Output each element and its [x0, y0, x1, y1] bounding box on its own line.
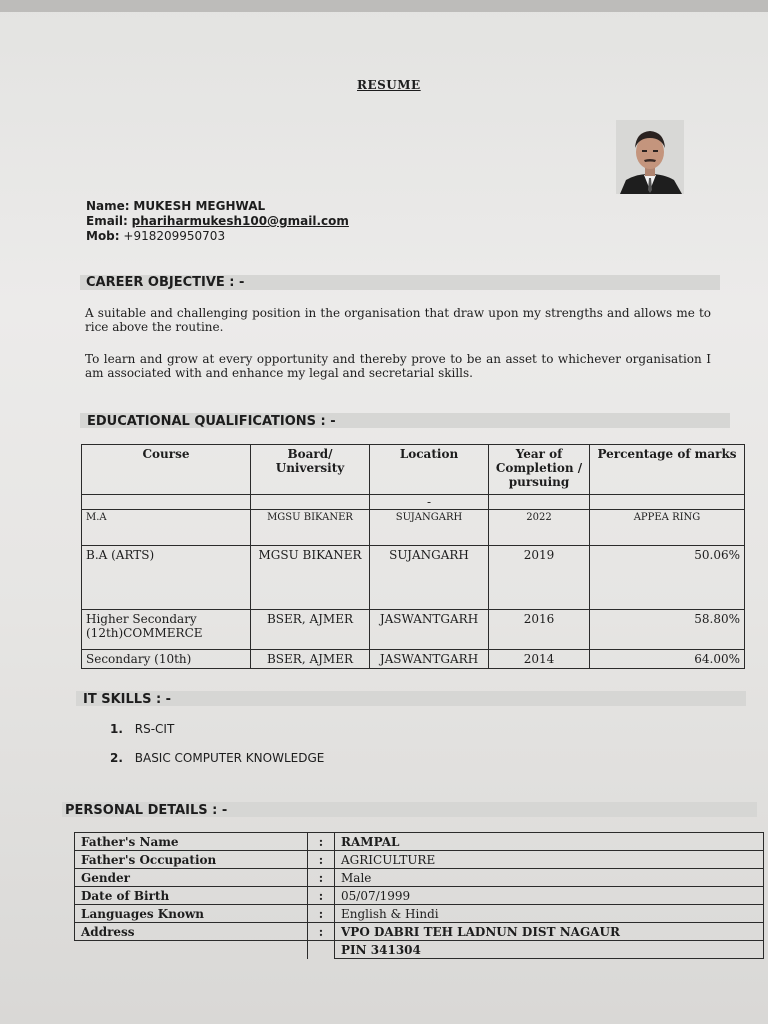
skill-label: BASIC COMPUTER KNOWLEDGE [134, 751, 325, 765]
table-row [75, 851, 764, 869]
career-objective-para-2: To learn and grow at every opportunity and thereby prove to be an asset to whichever organisation I am associated with and enhance my legal and secretarial skills. [85, 352, 711, 380]
location-cell: JASWANTGARH [370, 610, 489, 650]
board-cell: BSER, AJMER [251, 610, 370, 650]
personal-heading: PERSONAL DETAILS : - [65, 803, 228, 818]
skill-number: 1. [110, 722, 123, 736]
candidate-name: MUKESH MEGHWAL [133, 199, 266, 213]
year-cell: 2016 [489, 610, 590, 650]
it-skills-list [110, 722, 324, 780]
board-cell: BSER, AJMER [251, 650, 370, 669]
col-year: Year of Completion / pursuing [489, 445, 590, 495]
name-line [86, 199, 349, 214]
course-cell: Higher Secondary (12th)COMMERCE [82, 610, 251, 650]
detail-key: Date of Birth [75, 887, 308, 905]
course-cell: M.A [82, 510, 251, 546]
detail-value: AGRICULTURE [335, 851, 764, 869]
table-row [75, 869, 764, 887]
table-row [75, 887, 764, 905]
page-top-edge [0, 0, 768, 12]
location-cell: SUJANGARH [370, 546, 489, 610]
email-label: Email: [86, 214, 128, 228]
table-row [75, 905, 764, 923]
detail-key: Father's Occupation [75, 851, 308, 869]
detail-value: RAMPAL [335, 833, 764, 851]
year-cell: 2014 [489, 650, 590, 669]
detail-value: English & Hindi [335, 905, 764, 923]
percentage-cell: 50.06% [590, 546, 745, 610]
table-row [75, 833, 764, 851]
skill-number: 2. [110, 751, 123, 765]
detail-colon: : [308, 923, 335, 941]
table-row [82, 610, 745, 650]
col-course: Course [82, 445, 251, 495]
email-line [86, 214, 349, 229]
table-row [82, 650, 745, 669]
detail-value: VPO DABRI TEH LADNUN DIST NAGAUR [335, 923, 764, 941]
percentage-cell: 58.80% [590, 610, 745, 650]
education-table [81, 444, 745, 669]
profile-photo [616, 120, 684, 194]
table-row [75, 941, 764, 959]
col-percentage: Percentage of marks [590, 445, 745, 495]
percentage-cell: 64.00% [590, 650, 745, 669]
list-item [110, 722, 324, 736]
detail-key: Gender [75, 869, 308, 887]
course-cell: B.A (ARTS) [82, 546, 251, 610]
table-row [75, 923, 764, 941]
year-cell: 2022 [489, 510, 590, 546]
address-pin: PIN 341304 [335, 941, 764, 959]
it-skills-heading-bar [76, 691, 746, 706]
education-heading: EDUCATIONAL QUALIFICATIONS : - [87, 414, 336, 429]
detail-value: Male [335, 869, 764, 887]
detail-colon: : [308, 851, 335, 869]
skill-label: RS-CIT [134, 722, 175, 736]
resume-title: RESUME [357, 78, 421, 92]
detail-value: 05/07/1999 [335, 887, 764, 905]
location-cell: SUJANGARH [370, 510, 489, 546]
detail-key: Languages Known [75, 905, 308, 923]
table-row [82, 510, 745, 546]
list-item [110, 751, 324, 765]
personal-details-table [74, 832, 764, 959]
board-cell: MGSU BIKANER [251, 546, 370, 610]
mobile-line [86, 229, 349, 244]
education-spacer-row [82, 495, 745, 510]
location-cell: JASWANTGARH [370, 650, 489, 669]
career-heading: CAREER OBJECTIVE : - [86, 275, 245, 290]
year-cell: 2019 [489, 546, 590, 610]
education-header-row [82, 445, 745, 495]
detail-colon: : [308, 905, 335, 923]
contact-block [86, 199, 349, 244]
board-cell: MGSU BIKANER [251, 510, 370, 546]
percentage-cell: APPEA RING [590, 510, 745, 546]
mobile-number: +918209950703 [123, 229, 226, 243]
detail-colon: : [308, 869, 335, 887]
spacer-dash: - [370, 495, 489, 510]
it-skills-heading: IT SKILLS : - [83, 692, 172, 707]
career-objective-para-1: A suitable and challenging position in the organisation that draw upon my strengths and allows me to rice above the routine. [85, 306, 711, 334]
name-label: Name: [86, 199, 130, 213]
detail-colon: : [308, 887, 335, 905]
detail-key: Address [75, 923, 308, 941]
course-cell: Secondary (10th) [82, 650, 251, 669]
table-row [82, 546, 745, 610]
detail-key: Father's Name [75, 833, 308, 851]
detail-colon: : [308, 833, 335, 851]
email-address: phariharmukesh100@gmail.com [131, 214, 349, 228]
col-location: Location [370, 445, 489, 495]
mobile-label: Mob: [86, 229, 120, 243]
col-board: Board/ University [251, 445, 370, 495]
